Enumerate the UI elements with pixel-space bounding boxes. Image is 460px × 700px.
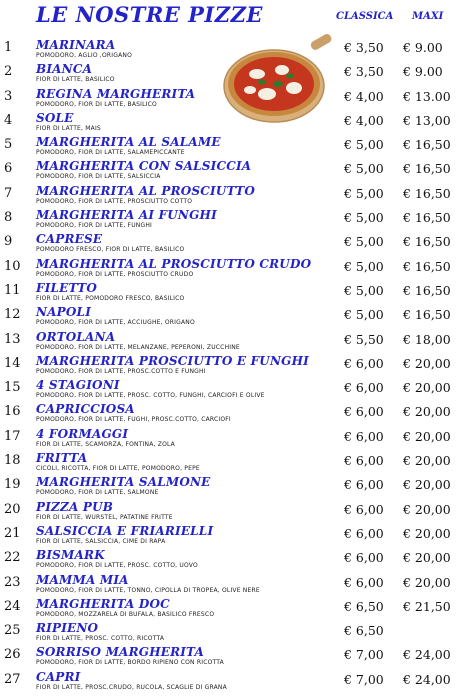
price-classica: € 6,50 bbox=[344, 598, 384, 614]
price-maxi: € 20,00 bbox=[403, 428, 451, 444]
item-number: 11 bbox=[4, 282, 21, 298]
item-name: 4 STAGIONI bbox=[36, 378, 120, 393]
item-ingredients: POMODORO, FIOR DI LATTE, PROSC. COTTO, UOVO bbox=[36, 562, 198, 570]
item-name: CAPRESE bbox=[36, 232, 103, 247]
price-classica: € 5,00 bbox=[344, 307, 384, 323]
item-name: BISMARK bbox=[36, 548, 105, 563]
item-number: 5 bbox=[4, 137, 13, 153]
item-number: 7 bbox=[4, 185, 13, 201]
menu-item bbox=[0, 110, 460, 134]
item-number: 21 bbox=[4, 525, 21, 541]
item-name: MARGHERITA AI FUNGHI bbox=[36, 208, 217, 223]
item-ingredients: FIOR DI LATTE, PROSC.CRUDO, RUCOLA, SCAGLIE DI GRANA bbox=[36, 683, 227, 691]
menu-item bbox=[0, 499, 460, 523]
menu-item bbox=[0, 450, 460, 474]
item-ingredients: POMODORO, FIOR DI LATTE, PROSCIUTTO COTTO bbox=[36, 197, 193, 205]
price-maxi: € 20,00 bbox=[403, 574, 451, 590]
page-title: LE NOSTRE PIZZE bbox=[36, 2, 263, 27]
menu-item bbox=[0, 644, 460, 668]
price-maxi: € 24,00 bbox=[403, 671, 451, 687]
menu-item bbox=[0, 61, 460, 85]
item-name: RIPIENO bbox=[36, 621, 99, 636]
item-name: SORRISO MARGHERITA bbox=[36, 645, 205, 660]
price-maxi: € 20,00 bbox=[403, 550, 451, 566]
item-ingredients: FIOR DI LATTE, PROSC. COTTO, RICOTTA bbox=[36, 635, 165, 643]
item-ingredients: FIOR DI LATTE, MAIS bbox=[36, 124, 101, 132]
price-maxi: € 9.00 bbox=[403, 64, 443, 80]
price-classica: € 5,50 bbox=[344, 331, 384, 347]
menu-item bbox=[0, 37, 460, 61]
price-maxi: € 20,00 bbox=[403, 453, 451, 469]
price-classica: € 6,00 bbox=[344, 574, 384, 590]
item-name: SALSICCIA E FRIARIELLI bbox=[36, 523, 214, 538]
item-number: 3 bbox=[4, 88, 13, 104]
item-number: 20 bbox=[4, 501, 21, 517]
item-name: MAMMA MIA bbox=[36, 572, 129, 587]
price-classica: € 5,00 bbox=[344, 234, 384, 250]
price-classica: € 7,00 bbox=[344, 671, 384, 687]
column-header-classica: CLASSICA bbox=[336, 11, 394, 22]
item-number: 15 bbox=[4, 380, 21, 396]
item-name: MARGHERITA AL SALAME bbox=[36, 135, 221, 150]
price-maxi: € 16,50 bbox=[403, 185, 451, 201]
item-name: MARGHERITA DOC bbox=[36, 596, 170, 611]
price-maxi: € 13,00 bbox=[403, 112, 451, 128]
item-number: 25 bbox=[4, 623, 21, 639]
menu-item bbox=[0, 426, 460, 450]
item-ingredients: POMODORO, FIOR DI LATTE, FUGHI, PROSC.COTTO, CARCIOFI bbox=[36, 416, 231, 424]
item-ingredients: POMODORO, FIOR DI LATTE, PROSC.COTTO E FUNGHI bbox=[36, 367, 206, 375]
price-maxi: € 18,00 bbox=[403, 331, 451, 347]
price-maxi: € 20,00 bbox=[403, 477, 451, 493]
item-number: 23 bbox=[4, 574, 21, 590]
menu-item bbox=[0, 547, 460, 571]
item-number: 1 bbox=[4, 40, 13, 55]
item-name: PIZZA PUB bbox=[36, 499, 114, 514]
item-ingredients: FIOR DI LATTE, SCAMORZA, FONTINA, ZOLA bbox=[36, 440, 175, 448]
price-maxi: € 9.00 bbox=[403, 40, 443, 55]
menu-item bbox=[0, 86, 460, 110]
price-classica: € 5,00 bbox=[344, 185, 384, 201]
item-ingredients: POMODORO, MOZZARELA DI BUFALA, BASILICO FRESCO bbox=[36, 610, 215, 618]
item-name: MARGHERITA AL PROSCIUTTO CRUDO bbox=[36, 256, 312, 271]
menu-item bbox=[0, 572, 460, 596]
item-number: 10 bbox=[4, 258, 21, 274]
item-number: 16 bbox=[4, 404, 21, 420]
item-number: 18 bbox=[4, 453, 21, 469]
price-maxi: € 16,50 bbox=[403, 234, 451, 250]
item-number: 17 bbox=[4, 428, 21, 444]
price-maxi: € 16,50 bbox=[403, 258, 451, 274]
price-classica: € 6,00 bbox=[344, 428, 384, 444]
menu-item bbox=[0, 353, 460, 377]
item-number: 14 bbox=[4, 355, 21, 371]
price-classica: € 5,00 bbox=[344, 161, 384, 177]
item-number: 19 bbox=[4, 477, 21, 493]
price-classica: € 5,00 bbox=[344, 258, 384, 274]
price-classica: € 6,00 bbox=[344, 525, 384, 541]
item-name: MARGHERITA PROSCIUTTO E FUNGHI bbox=[36, 353, 309, 368]
price-maxi: € 20,00 bbox=[403, 380, 451, 396]
item-name: CAPRICCIOSA bbox=[36, 402, 135, 417]
price-classica: € 4,00 bbox=[344, 112, 384, 128]
price-classica: € 6,00 bbox=[344, 477, 384, 493]
price-maxi: € 21,50 bbox=[403, 598, 451, 614]
item-ingredients: CICOLI, RICOTTA, FIOR DI LATTE, POMODORO, PEPE bbox=[36, 465, 200, 473]
item-ingredients: POMODORO, FIOR DI LATTE, MELANZANE, PEPERONI, ZUCCHINE bbox=[36, 343, 240, 351]
item-number: 2 bbox=[4, 64, 13, 80]
item-name: FILETTO bbox=[36, 280, 98, 295]
price-classica: € 6,00 bbox=[344, 453, 384, 469]
item-name: ORTOLANA bbox=[36, 329, 116, 344]
price-classica: € 6,00 bbox=[344, 380, 384, 396]
price-classica: € 6,00 bbox=[344, 501, 384, 517]
item-number: 9 bbox=[4, 234, 13, 250]
price-maxi: € 16,50 bbox=[403, 210, 451, 226]
menu-item bbox=[0, 620, 460, 644]
menu-item bbox=[0, 231, 460, 255]
menu-item bbox=[0, 377, 460, 401]
item-number: 13 bbox=[4, 331, 21, 347]
item-ingredients: POMODORO, FIOR DI LATTE, ACCIUGHE, ORIGANO bbox=[36, 319, 195, 327]
pizza-menu-list bbox=[0, 37, 460, 693]
price-maxi: € 16,50 bbox=[403, 282, 451, 298]
price-classica: € 6,00 bbox=[344, 355, 384, 371]
price-maxi: € 20,00 bbox=[403, 525, 451, 541]
menu-item bbox=[0, 134, 460, 158]
price-maxi: € 20,00 bbox=[403, 355, 451, 371]
item-ingredients: POMODORO, FIOR DI LATTE, TONNO, CIPOLLA DI TROPEA, OLIVE NERE bbox=[36, 586, 260, 594]
price-classica: € 3,50 bbox=[344, 40, 384, 55]
menu-item bbox=[0, 669, 460, 693]
item-name: REGINA MARGHERITA bbox=[36, 86, 196, 101]
item-number: 8 bbox=[4, 210, 13, 226]
item-ingredients: POMODORO, FIOR DI LATTE, SALSICCIA bbox=[36, 173, 161, 181]
menu-item bbox=[0, 158, 460, 182]
price-classica: € 3,50 bbox=[344, 64, 384, 80]
price-classica: € 5,00 bbox=[344, 210, 384, 226]
price-classica: € 5,00 bbox=[344, 137, 384, 153]
item-number: 26 bbox=[4, 647, 21, 663]
price-maxi: € 16,50 bbox=[403, 137, 451, 153]
menu-item bbox=[0, 329, 460, 353]
item-ingredients: POMODORO, FIOR DI LATTE, SALAMEPICCANTE bbox=[36, 149, 185, 157]
item-name: BIANCA bbox=[36, 62, 93, 77]
price-classica: € 7,00 bbox=[344, 647, 384, 663]
price-classica: € 6,00 bbox=[344, 404, 384, 420]
menu-item bbox=[0, 183, 460, 207]
item-ingredients: POMODORO, FIOR DI LATTE, FUNGHI bbox=[36, 222, 153, 230]
item-name: SOLE bbox=[36, 110, 74, 125]
item-name: MARINARA bbox=[36, 38, 116, 52]
item-ingredients: POMODORO, AGLIO ,ORIGANO bbox=[36, 52, 133, 59]
price-maxi: € 20,00 bbox=[403, 404, 451, 420]
menu-item bbox=[0, 304, 460, 328]
price-maxi: € 16,50 bbox=[403, 307, 451, 323]
item-number: 6 bbox=[4, 161, 13, 177]
column-header-maxi: MAXI bbox=[412, 11, 444, 22]
item-name: MARGHERITA AL PROSCIUTTO bbox=[36, 183, 256, 198]
item-ingredients: FIOR DI LATTE, WURSTEL, PATATINE FRITTE bbox=[36, 513, 173, 521]
price-classica: € 5,00 bbox=[344, 282, 384, 298]
item-name: FRITTA bbox=[36, 451, 88, 466]
item-number: 24 bbox=[4, 598, 21, 614]
menu-item bbox=[0, 256, 460, 280]
item-name: NAPOLI bbox=[36, 305, 92, 320]
item-ingredients: POMODORO, FIOR DI LATTE, SALMONE bbox=[36, 489, 159, 497]
price-maxi: € 16,50 bbox=[403, 161, 451, 177]
item-ingredients: POMODORO FRESCO, FIOR DI LATTE, BASILICO bbox=[36, 246, 185, 254]
menu-item bbox=[0, 280, 460, 304]
item-number: 12 bbox=[4, 307, 21, 323]
menu-item bbox=[0, 207, 460, 231]
item-ingredients: POMODORO, FIOR DI LATTE, PROSCIUTTO CRUDO bbox=[36, 270, 194, 278]
item-name: 4 FORMAGGI bbox=[36, 426, 129, 441]
menu-item bbox=[0, 474, 460, 498]
menu-item bbox=[0, 523, 460, 547]
item-name: MARGHERITA CON SALSICCIA bbox=[36, 159, 252, 174]
menu-item bbox=[0, 596, 460, 620]
menu-item bbox=[0, 401, 460, 425]
item-number: 22 bbox=[4, 550, 21, 566]
item-ingredients: FIOR DI LATTE, POMODORO FRESCO, BASILICO bbox=[36, 294, 185, 302]
item-name: MARGHERITA SALMONE bbox=[36, 475, 211, 490]
price-maxi: € 20,00 bbox=[403, 501, 451, 517]
item-ingredients: POMODORO, FIOR DI LATTE, BORDO RIPIENO CON RICOTTA bbox=[36, 659, 224, 667]
item-ingredients: POMODORO, FIOR DI LATTE, PROSC. COTTO, FUNGHI, CARCIOFI E OLIVE bbox=[36, 392, 265, 400]
price-classica: € 6,50 bbox=[344, 623, 384, 639]
menu-header bbox=[0, 0, 460, 36]
item-ingredients: FIOR DI LATTE, BASILICO bbox=[36, 76, 115, 84]
item-ingredients: POMODORO, FIOR DI LATTE, BASILICO bbox=[36, 100, 157, 108]
price-maxi: € 13.00 bbox=[403, 88, 451, 104]
price-maxi: € 24,00 bbox=[403, 647, 451, 663]
price-classica: € 4,00 bbox=[344, 88, 384, 104]
item-ingredients: FIOR DI LATTE, SALSICCIA, CIME DI RAPA bbox=[36, 537, 166, 545]
item-number: 27 bbox=[4, 671, 21, 687]
item-number: 4 bbox=[4, 112, 13, 128]
item-name: CAPRI bbox=[36, 669, 81, 684]
price-classica: € 6,00 bbox=[344, 550, 384, 566]
